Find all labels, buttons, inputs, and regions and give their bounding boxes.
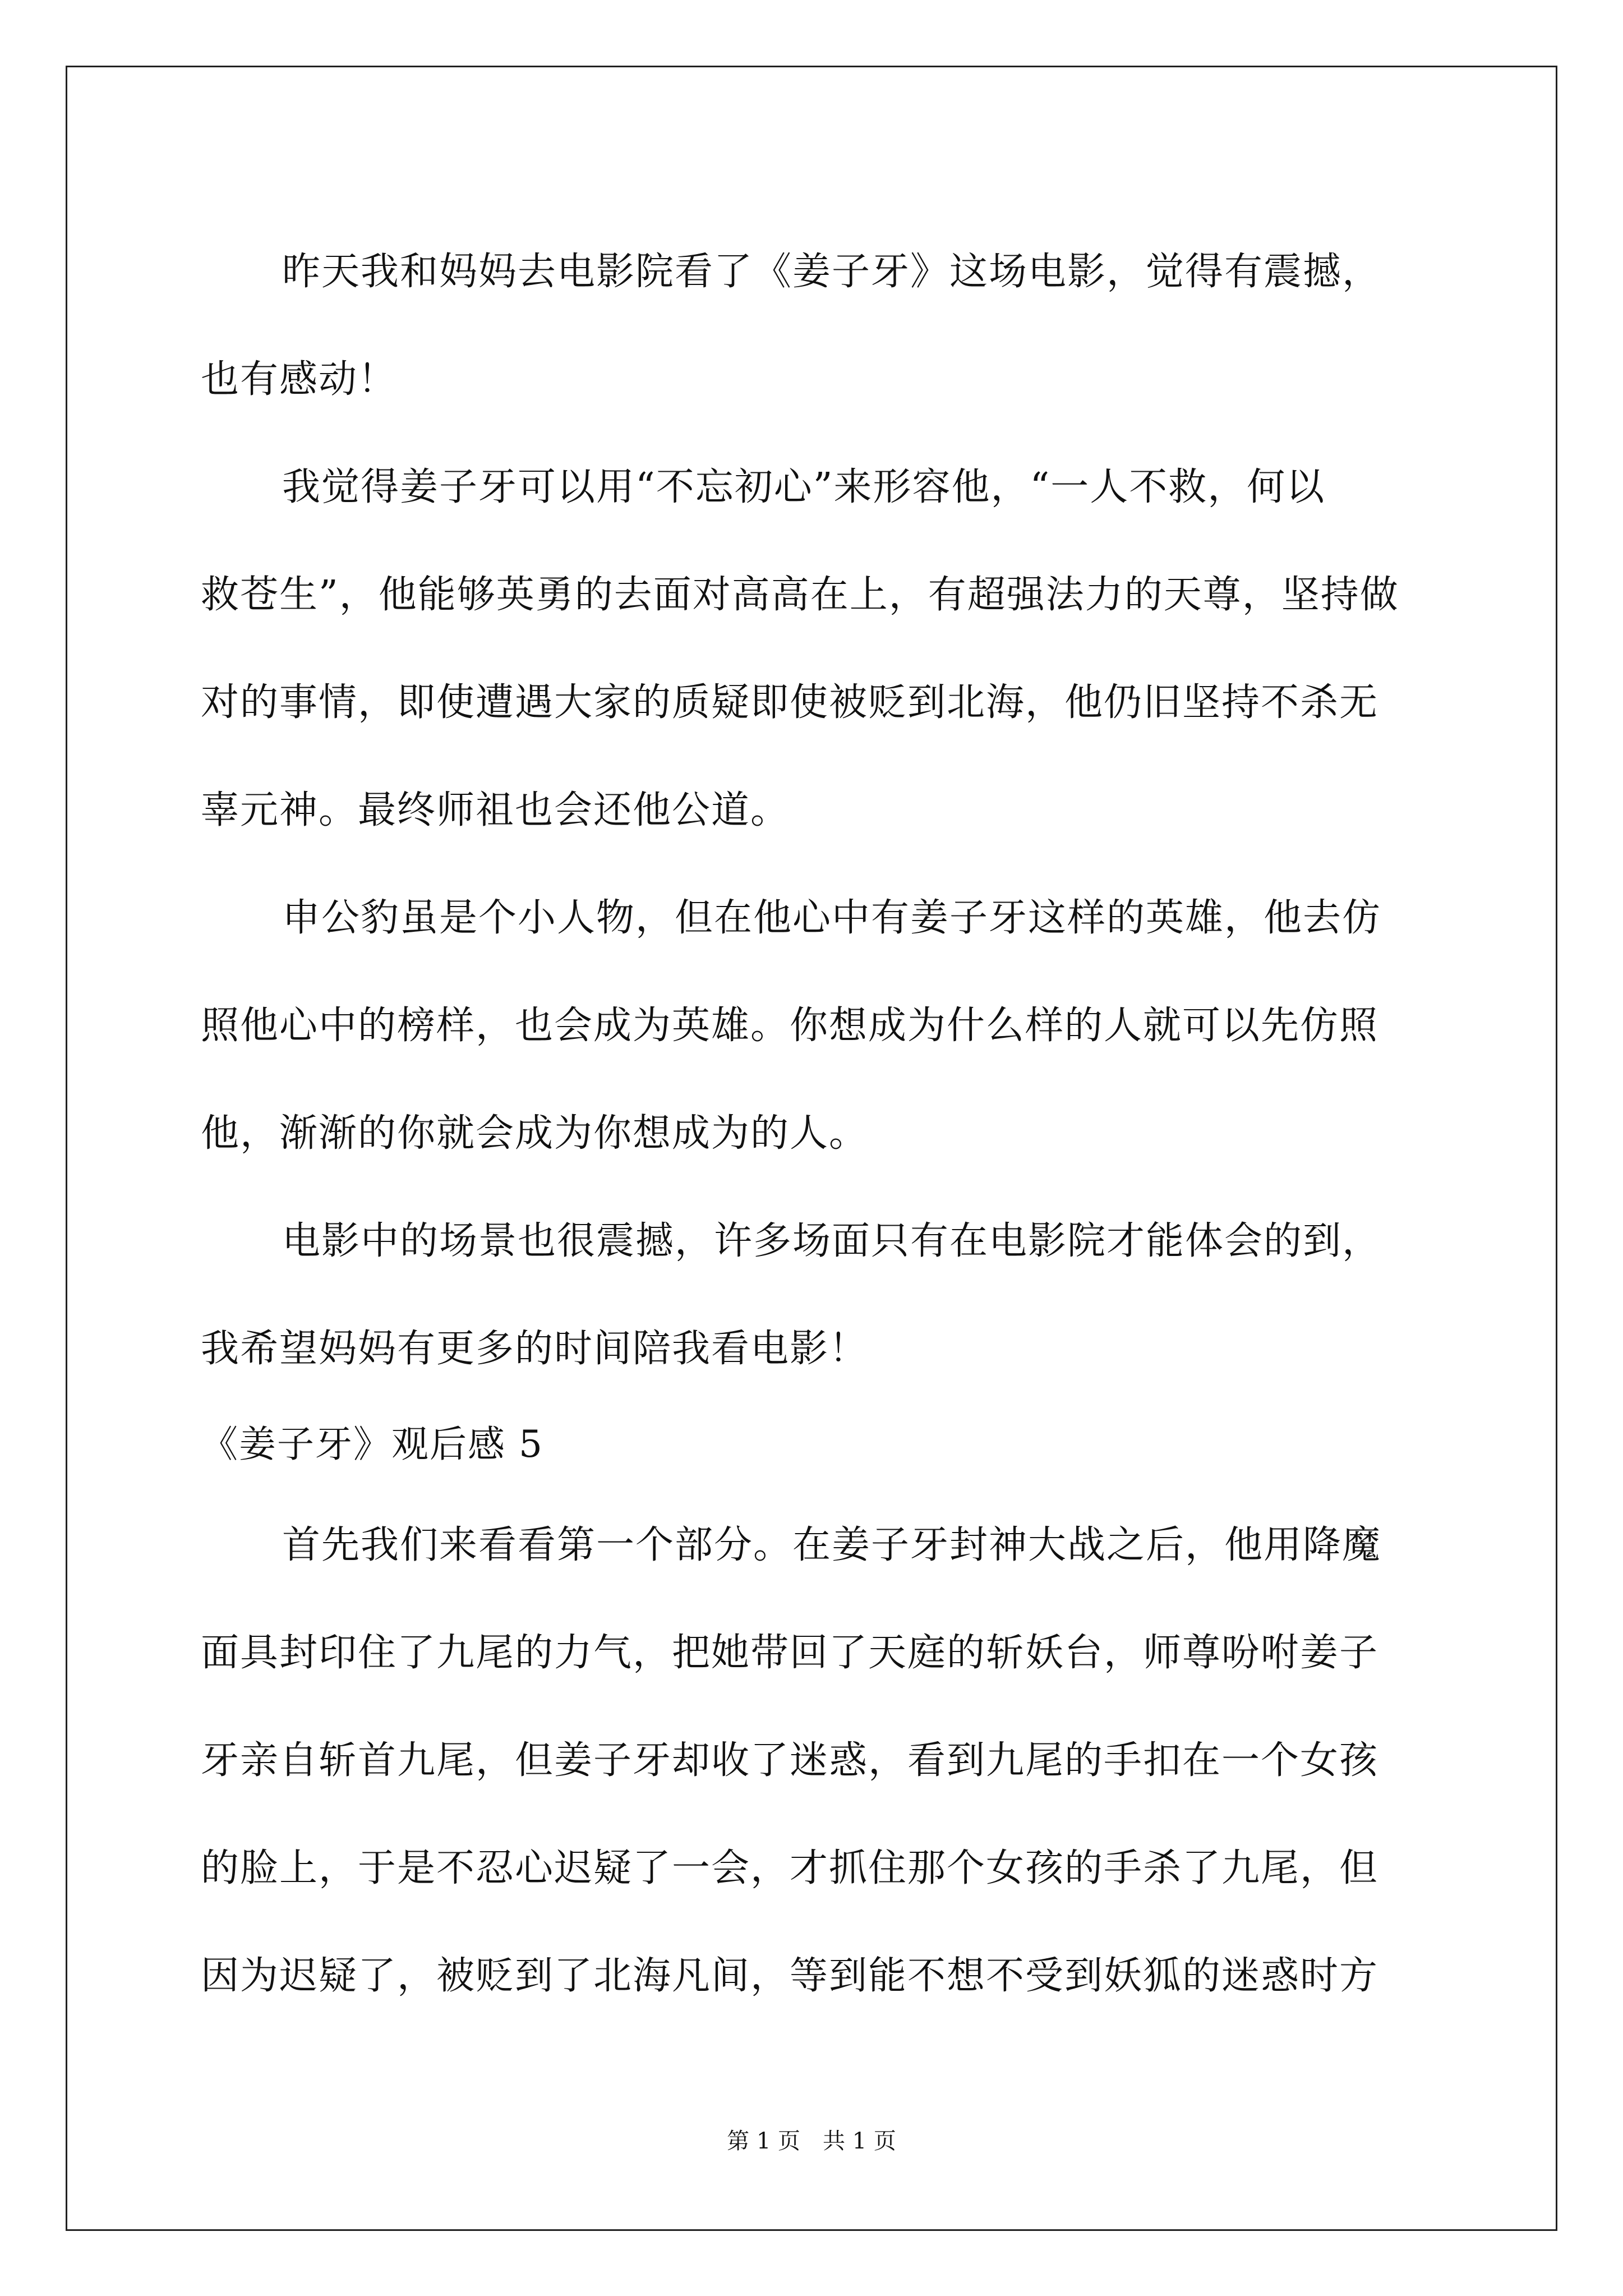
paragraph-2-line-2: 救苍生”，他能够英勇的去面对高高在上，有超强法力的天尊，坚持做 (201, 573, 1399, 617)
paragraph-2-line-3: 对的事情，即使遭遇大家的质疑即使被贬到北海，他仍旧坚持不杀无 (201, 680, 1379, 725)
paragraph-4-line-2: 我希望妈妈有更多的时间陪我看电影！ (201, 1327, 869, 1371)
section-paragraph-line-2: 面具封印住了九尾的力气，把她带回了天庭的斩妖台，师尊吩咐姜子 (201, 1631, 1379, 1675)
page-footer: 第 1 页 共 1 页 (727, 2128, 896, 2154)
section-paragraph-line-1: 首先我们来看看第一个部分。在姜子牙封神大战之后，他用降魔 (282, 1523, 1382, 1567)
section-paragraph-line-5: 因为迟疑了，被贬到了北海凡间，等到能不想不受到妖狐的迷惑时方 (201, 1954, 1379, 1998)
section-paragraph-line-4: 的脸上，于是不忍心迟疑了一会，才抓住那个女孩的手杀了九尾，但 (201, 1846, 1379, 1890)
section-heading: 《姜子牙》观后感 5 (201, 1423, 543, 1466)
paragraph-2-line-4: 辜元神。最终师祖也会还他公道。 (201, 788, 790, 832)
paragraph-3-line-3: 他，渐渐的你就会成为你想成为的人。 (201, 1111, 869, 1156)
paragraph-3-line-2: 照他心中的榜样，也会成为英雄。你想成为什么样的人就可以先仿照 (201, 1004, 1379, 1048)
section-paragraph-line-3: 牙亲自斩首九尾，但姜子牙却收了迷惑，看到九尾的手扣在一个女孩 (201, 1738, 1379, 1783)
paragraph-4-line-1: 电影中的场景也很震撼，许多场面只有在电影院才能体会的到， (282, 1219, 1382, 1263)
paragraph-3-line-1: 申公豹虽是个小人物，但在他心中有姜子牙这样的英雄，他去仿 (282, 896, 1382, 940)
paragraph-1-line-1: 昨天我和妈妈去电影院看了《姜子牙》这场电影，觉得有震撼， (282, 250, 1382, 294)
paragraph-1-line-2: 也有感动！ (201, 357, 398, 402)
document-body (201, 218, 1435, 2030)
paragraph-2-line-1: 我觉得姜子牙可以用“不忘初心”来形容他，“一人不救，何以 (282, 465, 1326, 509)
